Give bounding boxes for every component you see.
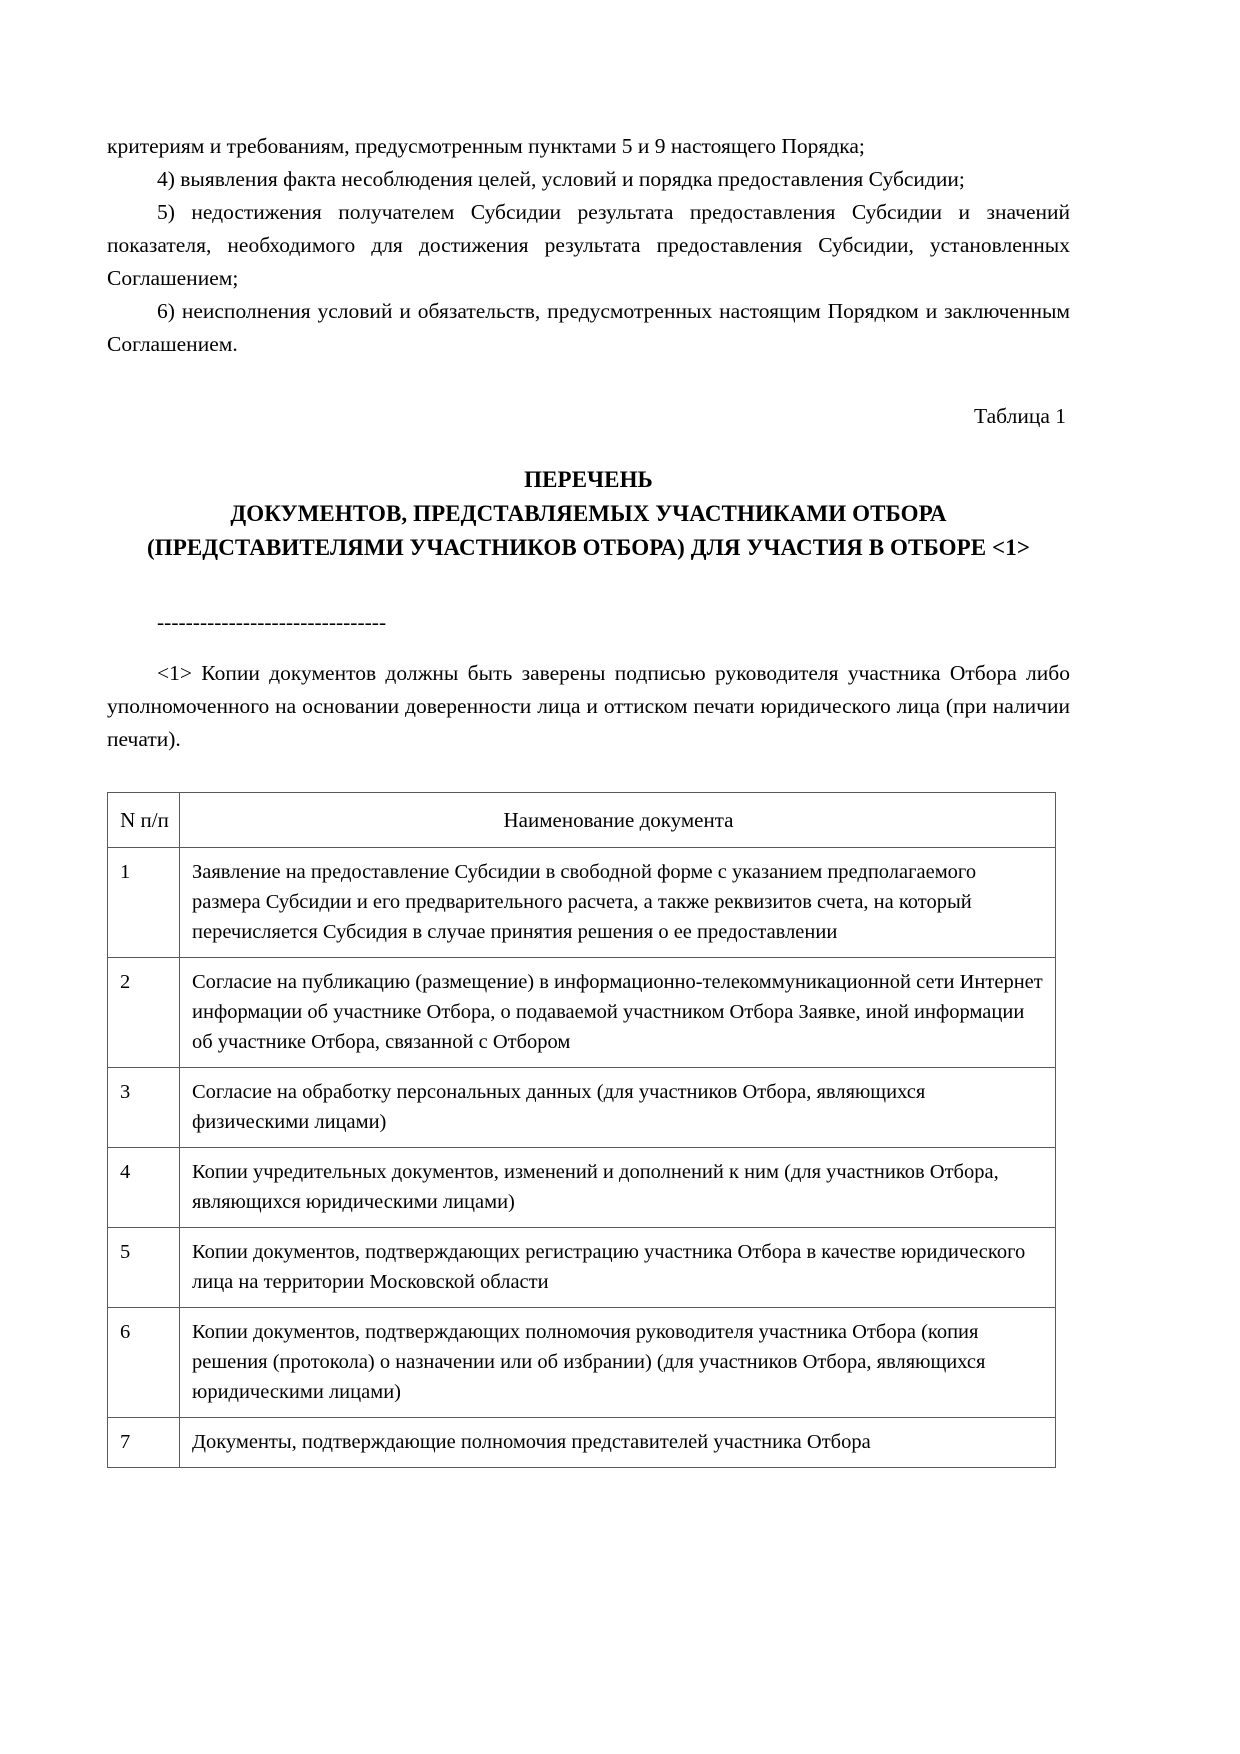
footnote-separator: --------------------------------	[157, 610, 387, 634]
table-caption-label: Таблица 1	[974, 404, 1066, 428]
column-header-number: N п/п	[108, 793, 180, 848]
table-row	[108, 1418, 1056, 1468]
cell-document-name: Копии документов, подтверждающих полномочия руководителя участника Отбора (копия решения (протокола) о назначении или об избрании) (для участников Отбора, являющихся юридическими лицами)	[180, 1308, 1056, 1418]
cell-document-name: Копии документов, подтверждающих регистрацию участника Отбора в качестве юридического лица на территории Московской области	[180, 1228, 1056, 1308]
page-title	[107, 463, 1070, 565]
footnote-text: <1> Копии документов должны быть заверены подписью руководителя участника Отбора либо уполномоченного на основании доверенности лица и оттиском печати юридического лица (при наличии печати).	[107, 661, 1070, 751]
table-row	[108, 848, 1056, 958]
cell-number: 1	[108, 848, 180, 958]
table-row	[108, 958, 1056, 1068]
cell-number: 6	[108, 1308, 180, 1418]
cell-number: 2	[108, 958, 180, 1068]
cell-number: 3	[108, 1068, 180, 1148]
page-title-line-1: ПЕРЕЧЕНЬ	[524, 467, 653, 492]
cell-document-name: Копии учредительных документов, изменений и дополнений к ним (для участников Отбора, являющихся юридическими лицами)	[180, 1148, 1056, 1228]
table-row	[108, 1228, 1056, 1308]
cell-number: 7	[108, 1418, 180, 1468]
table-header-row	[108, 793, 1056, 848]
paragraph-continued: критериям и требованиям, предусмотренным пунктами 5 и 9 настоящего Порядка;	[107, 134, 865, 158]
table-row	[108, 1148, 1056, 1228]
column-header-name: Наименование документа	[180, 793, 1056, 848]
cell-document-name: Документы, подтверждающие полномочия представителей участника Отбора	[180, 1418, 1056, 1468]
paragraph-item-4: 4) выявления факта несоблюдения целей, условий и порядка предоставления Субсидии;	[157, 167, 965, 191]
cell-document-name: Согласие на обработку персональных данных (для участников Отбора, являющихся физическими лицами)	[180, 1068, 1056, 1148]
table-row	[108, 1068, 1056, 1148]
cell-document-name: Заявление на предоставление Субсидии в свободной форме с указанием предполагаемого размера Субсидии и его предварительного расчета, а также реквизитов счета, на который перечисляется Субсидия в случае принятия решения о ее предоставлении	[180, 848, 1056, 958]
cell-number: 5	[108, 1228, 180, 1308]
table-body	[108, 848, 1056, 1468]
cell-document-name: Согласие на публикацию (размещение) в информационно-телекоммуникационной сети Интернет информации об участнике Отбора, о подаваемой участником Отбора Заявке, иной информации об участнике Отбора, связанной с Отбором	[180, 958, 1056, 1068]
document-content	[107, 130, 1070, 1468]
paragraph-item-5: 5) недостижения получателем Субсидии результата предоставления Субсидии и значений показателя, необходимого для достижения результата предоставления Субсидии, установленных Соглашением;	[107, 200, 1070, 290]
documents-table	[107, 792, 1056, 1468]
table-head	[108, 793, 1056, 848]
page-title-line-2: ДОКУМЕНТОВ, ПРЕДСТАВЛЯЕМЫХ УЧАСТНИКАМИ ОТБОРА (ПРЕДСТАВИТЕЛЯМИ УЧАСТНИКОВ ОТБОРА) ДЛЯ УЧАСТИЯ В ОТБОРЕ <1>	[146, 501, 1031, 560]
paragraph-item-6: 6) неисполнения условий и обязательств, предусмотренных настоящим Порядком и заключенным Соглашением.	[107, 299, 1070, 356]
cell-number: 4	[108, 1148, 180, 1228]
table-row	[108, 1308, 1056, 1418]
